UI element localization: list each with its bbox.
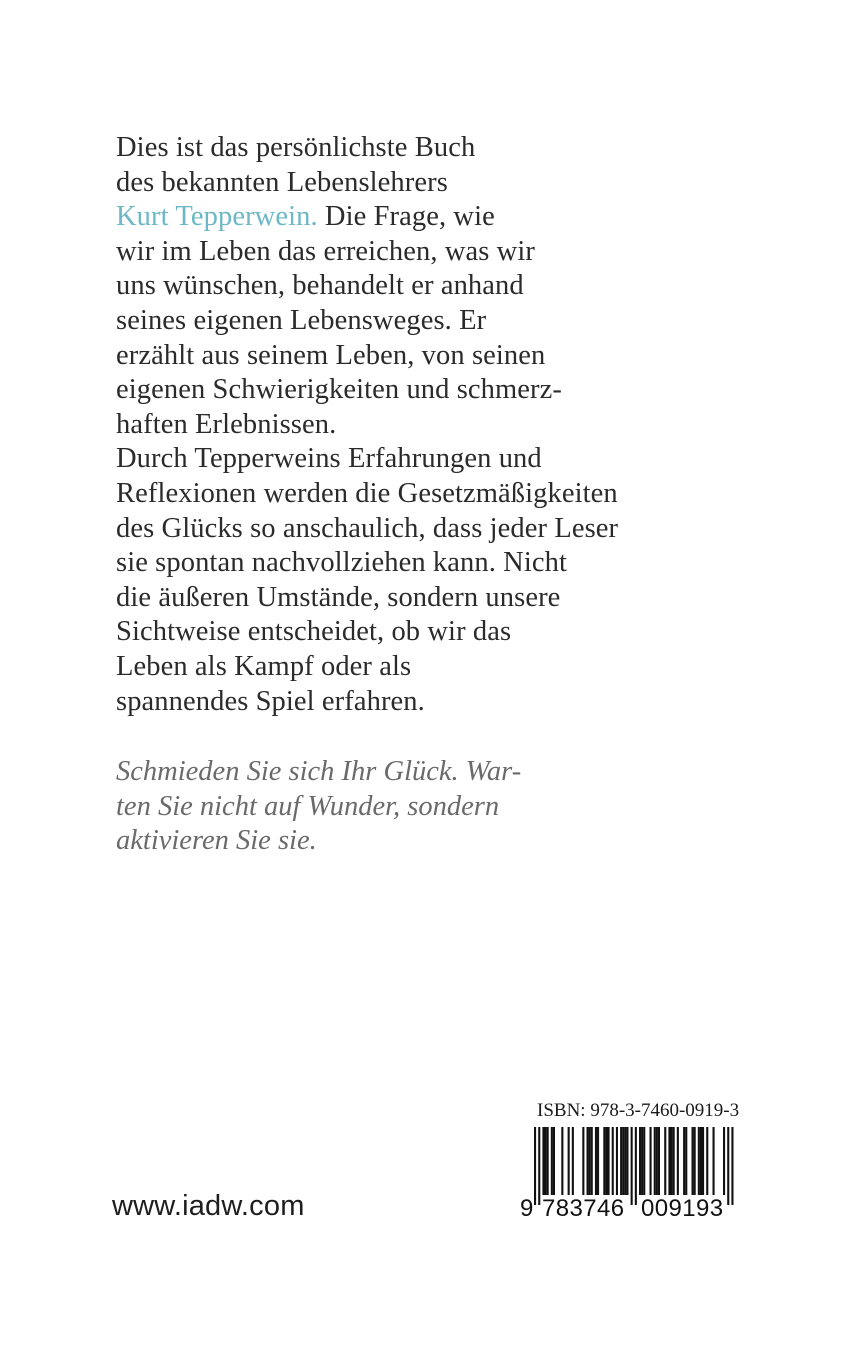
blurb-line [116, 200, 776, 235]
barcode-bar [591, 1127, 593, 1195]
barcode-bar [547, 1127, 549, 1195]
isbn-label: ISBN: 978-3-7460-0919-3 [537, 1100, 740, 1121]
blurb-line: Durch Tepperweins Erfahrungen und [116, 443, 542, 475]
barcode-bar [685, 1127, 687, 1195]
barcode-bar [664, 1127, 666, 1195]
barcode-digit-first: 9 [520, 1195, 534, 1222]
barcode-bar [626, 1127, 628, 1195]
quote-line: ten Sie nicht auf Wunder, sondern [116, 790, 500, 822]
barcode-bar [702, 1127, 704, 1195]
barcode-bar [635, 1127, 637, 1205]
blurb-line: des Glücks so anschaulich, dass jeder Leser [116, 512, 619, 544]
barcode-bar [603, 1127, 605, 1195]
barcode-bar [692, 1127, 694, 1195]
barcode-bar [568, 1127, 570, 1195]
blurb-line: haften Erlebnissen. [116, 408, 337, 440]
barcode-bar [624, 1127, 626, 1195]
barcode-bar [553, 1127, 555, 1195]
barcode-bar [641, 1127, 643, 1195]
barcode-bar [542, 1127, 544, 1195]
barcode-bar [545, 1127, 547, 1195]
blurb-line: eigenen Schwierigkeiten und schmerz- [116, 374, 562, 406]
barcode-bar [605, 1127, 607, 1195]
barcode-bar [698, 1127, 700, 1195]
blurb-line: uns wünschen, behandelt er anhand [116, 270, 524, 302]
blurb-line: Sichtweise entscheidet, ob wir das [116, 616, 512, 648]
blurb-line: Leben als Kampf oder als [116, 650, 412, 682]
barcode-digits-right: 009193 [641, 1195, 724, 1222]
barcode-bar [706, 1127, 708, 1195]
barcode-bar [608, 1127, 610, 1195]
blurb-line: sie spontan nachvollziehen kann. Nicht [116, 547, 567, 579]
blurb-line: erzählt aus seinem Leben, von seinen [116, 339, 546, 371]
author-name: Kurt Tepperwein. [116, 201, 318, 233]
website-url: www.iadw.com [112, 1190, 305, 1222]
barcode-bar [654, 1127, 656, 1195]
quote-line: aktivieren Sie sie. [116, 825, 317, 857]
blurb-text [116, 131, 776, 719]
italic-quote [116, 755, 776, 859]
barcode-bar [668, 1127, 670, 1195]
barcode-bar [673, 1127, 675, 1195]
barcode-bar [658, 1127, 660, 1195]
blurb-line: seines eigenen Lebensweges. Er [116, 304, 487, 336]
barcode-bar [612, 1127, 614, 1195]
barcode-bar [723, 1127, 725, 1195]
barcode-bar [677, 1127, 679, 1195]
barcode-bar [622, 1127, 624, 1195]
barcode-bar [616, 1127, 618, 1195]
barcode-bar [671, 1127, 673, 1195]
barcode-bar [731, 1127, 733, 1205]
barcode-bar [713, 1127, 715, 1195]
quote-line: Schmieden Sie sich Ihr Glück. War- [116, 756, 522, 787]
barcode-bar [700, 1127, 702, 1195]
barcode-bar [597, 1127, 599, 1195]
barcode-digits-left: 783746 [542, 1195, 625, 1222]
barcode-digits [520, 1195, 750, 1227]
barcode-bar [595, 1127, 597, 1195]
barcode-bar [620, 1127, 622, 1195]
blurb-line: wir im Leben das erreichen, was wir [116, 235, 535, 267]
barcode-bar [683, 1127, 685, 1195]
barcode-bar [643, 1127, 645, 1195]
blurb-line: Reflexionen werden die Gesetzmäßigkeiten [116, 477, 618, 509]
blurb-line-rest: Die Frage, wie [317, 201, 495, 233]
blurb-line: des bekannten Lebenslehrers [116, 166, 448, 198]
barcode-bar [561, 1127, 563, 1195]
barcode-bar [631, 1127, 633, 1205]
blurb-line: spannendes Spiel erfahren. [116, 685, 425, 717]
barcode-bar [589, 1127, 591, 1195]
barcode-bar [694, 1127, 696, 1195]
blurb-line: die äußeren Umstände, sondern unsere [116, 581, 561, 613]
barcode-bar [639, 1127, 641, 1195]
barcode-bar [650, 1127, 652, 1195]
barcode-bar [538, 1127, 540, 1205]
barcode-bar [587, 1127, 589, 1195]
barcode-bar [727, 1127, 729, 1205]
barcode-bar [656, 1127, 658, 1195]
barcode-bar [551, 1127, 553, 1195]
blurb-line: Dies ist das persönlichste Buch [116, 132, 476, 163]
isbn-barcode [520, 1100, 750, 1230]
barcode-bar [572, 1127, 574, 1195]
barcode-bar [534, 1127, 536, 1205]
barcode-bar [582, 1127, 584, 1195]
